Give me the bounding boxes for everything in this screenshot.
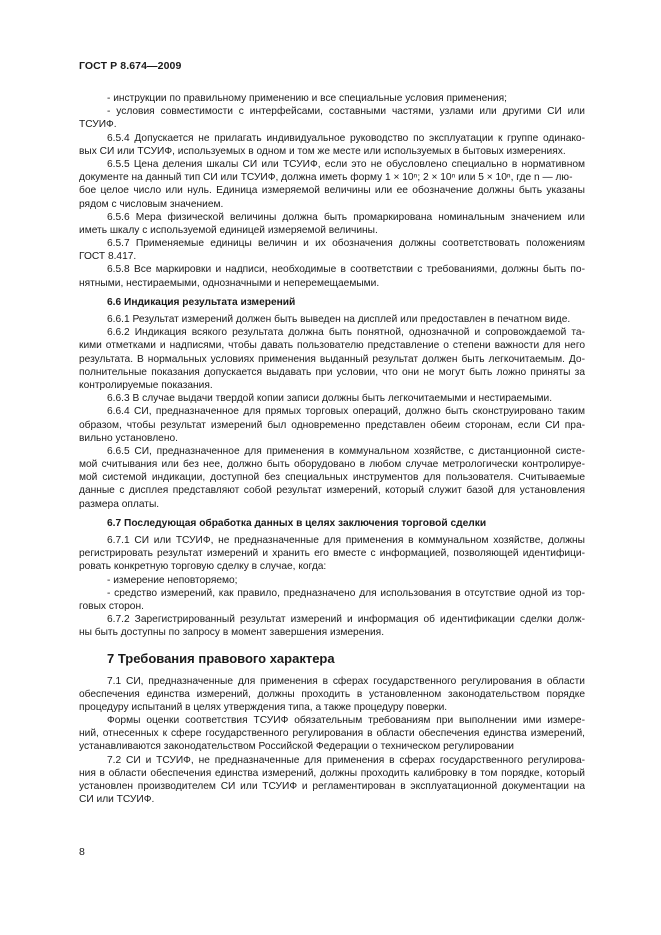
clause-6-6-3: 6.6.3 В случае выдачи твердой копии записи должны быть легкочитаемыми и нестираемыми.	[107, 393, 553, 405]
clause-6-6-5: 6.6.5 СИ, предназначенное для применения в коммунальном хозяйстве, с дистанционной систе-	[107, 445, 585, 457]
text-line: иметь шкалу с используемой единицей измеряемой величины.	[79, 224, 378, 236]
text-line: ний, отнесенных к сфере государственного регулирования в области обеспечения единства измерений,	[79, 728, 585, 740]
bullet-compatibility: - условия совместимости с интерфейсами, составными частями, узлами или другими СИ или	[107, 106, 585, 118]
clause-6-6-2: 6.6.2 Индикация всякого результата должна быть понятной, однозначной и сопровождаемой та-	[107, 327, 585, 339]
section-heading-6-7: 6.7 Последующая обработка данных в целях заключения торговой сделки	[107, 517, 487, 529]
text-line: контролируемые показания.	[79, 379, 213, 391]
text-line: документе на данный тип СИ или ТСУИФ, должна иметь форму 1 × 10ⁿ; 2 × 10ⁿ или 5 × 10ⁿ, где n — лю-	[79, 172, 573, 184]
text-line: вильно установлено.	[79, 432, 178, 444]
text-line: ТСУИФ.	[79, 119, 117, 131]
text-line: нятными, нестираемыми, однозначными и неперемещаемыми.	[79, 277, 380, 289]
text-line: полнительные показания допускается выдавать при условии, что они не могут быть ложно приняты за	[79, 366, 585, 378]
paragraph-forms: Формы оценки соответствия ТСУИФ обязательным требованиям при выполнении ими измере-	[107, 715, 585, 727]
text-line: размера оплаты.	[79, 498, 160, 510]
clause-6-7-2: 6.7.2 Зарегистрированный результат измерений и информация об идентификации сделки долж-	[107, 614, 585, 626]
text-line: СИ или ТСУИФ.	[79, 794, 155, 806]
clause-6-7-1: 6.7.1 СИ или ТСУИФ, не предназначенные для применения в коммунальном хозяйстве, должны	[107, 535, 585, 546]
text-line: регистрировать результат измерений и хранить его вместе с информацией, позволяющей идентифици-	[79, 548, 585, 560]
text-line: ны быть доступны по запросу в момент завершения измерения.	[79, 627, 385, 639]
clause-6-5-4: 6.5.4 Допускается не прилагать индивидуальное руководство по эксплуатации к группе одинако-	[107, 132, 585, 144]
clause-6-5-5: 6.5.5 Цена деления шкалы СИ или ТСУИФ, если это не обусловлено специально в нормативном	[107, 158, 585, 170]
text-line: устанавливаются законодательством Российской Федерации о техническом регулировании	[79, 741, 514, 753]
text-line: процедуру испытаний в целях утверждения типа, а также процедуру поверки.	[79, 701, 448, 713]
bullet-absence: - средство измерений, как правило, предназначено для использования в отсутствие одной из тор-	[107, 587, 585, 599]
text-line: мой считывания или без нее, должно быть оборудовано в любом случае метрологически контролируе-	[79, 459, 585, 471]
document-body	[79, 92, 585, 806]
bullet-instructions: - инструкции по правильному применению и все специальные условия применения;	[107, 93, 507, 104]
document-code-header: ГОСТ Р 8.674—2009	[79, 60, 182, 72]
text-line: результата. В нормальных условиях применения выданный результат должен быть легкочитаемым. До-	[79, 353, 585, 365]
text-line: кими отметками и надписями, чтобы давать пользователю представление о степени важности для него	[79, 340, 585, 352]
bullet-unrepeatable: - измерение неповторяемо;	[107, 574, 238, 586]
page-number: 8	[79, 846, 85, 858]
text-line: образом, чтобы результат измерений был одновременно представлен обеим сторонам, если СИ пра-	[79, 419, 585, 431]
text-line: вых СИ или ТСУИФ, используемых в одном и том же месте или используемых в бытовых измерениях.	[79, 145, 566, 157]
clause-6-5-7: 6.5.7 Применяемые единицы величин и их обозначения должны соответствовать положениям	[107, 238, 585, 250]
text-line: ГОСТ 8.417.	[79, 251, 137, 263]
text-line: ровать конкретную торговую сделку в случае, когда:	[79, 561, 327, 573]
clause-7-1: 7.1 СИ, предназначенные для применения в сферах государственного регулирования в области	[107, 675, 585, 687]
section-heading-7: 7 Требования правового характера	[107, 650, 335, 666]
text-line: данные с дисплея представляют собой результат измерений, который служит базой для установления	[79, 485, 585, 497]
clause-6-6-4: 6.6.4 СИ, предназначенное для прямых торговых операций, должно быть сконструировано таким	[107, 406, 585, 418]
text-line: обеспечения единства измерений, должны проходить в установленном законодательством порядке	[79, 688, 585, 700]
text-line: рядом с числовым значением.	[79, 198, 224, 210]
text-line: говых сторон.	[79, 600, 144, 612]
clause-6-5-8: 6.5.8 Все маркировки и надписи, необходимые в соответствии с требованиями, должны быть по-	[107, 264, 585, 276]
clause-6-6-1: 6.6.1 Результат измерений должен быть выведен на дисплей или предоставлен в печатном виде.	[107, 314, 571, 325]
text-line: мой системой индикации, доступной без специальных инструментов для пользователя. Считываемые	[79, 472, 585, 484]
clause-7-2: 7.2 СИ и ТСУИФ, не предназначенные для применения в сферах государственного регулирова-	[107, 754, 585, 766]
section-heading-6-6: 6.6 Индикация результата измерений	[107, 296, 296, 308]
text-line: ния в области обеспечения единства измерений, должны проходить калибровку в том порядке, который	[79, 767, 585, 779]
text-line: установлен производителем СИ или ТСУИФ и регламентирован в эксплуатационной документации на	[79, 781, 585, 792]
text-line: бое целое число или нуль. Единица измеряемой величины или ее обозначение должны быть указаны	[79, 185, 585, 197]
clause-6-5-6: 6.5.6 Мера физической величины должна быть промаркирована номинальным значением или	[107, 211, 585, 223]
